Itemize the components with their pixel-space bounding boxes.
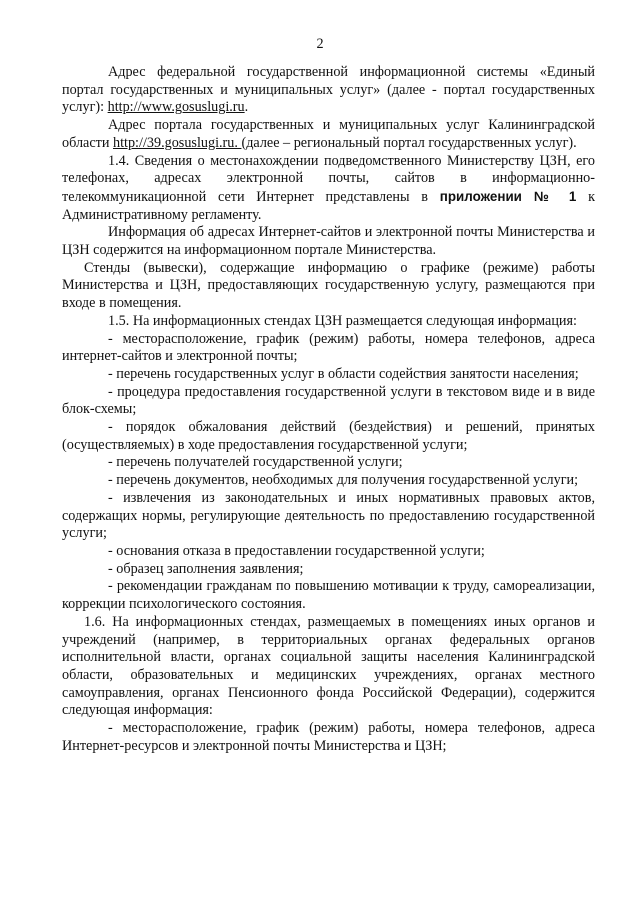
regional-portal-link[interactable]: http://39.gosuslugi.ru.	[112, 134, 242, 151]
portal-address-paragraph	[62, 64, 595, 117]
list-item: - извлечения из законодательных и иных нормативных правовых актов, содержащих нормы, регулирующие деятельность по предоставлению государственной услуги;	[62, 489, 595, 542]
gosuslugi-link[interactable]: http://www.gosuslugi.ru	[107, 99, 245, 116]
paragraph-text: Адрес портала государственных и муниципальных услуг Калининградской области	[62, 117, 595, 151]
list-item: - образец заполнения заявления;	[108, 560, 304, 577]
paragraph-text: (далее – региональный портал государственных услуг).	[241, 134, 577, 151]
websites-info-paragraph: Информация об адресах Интернет-сайтов и электронной почты Министерства и ЦЗН содержится на информационном портале Министерства.	[62, 224, 595, 259]
list-item: - процедура предоставления государственной услуги в текстовом виде и в виде блок-схемы;	[62, 383, 595, 418]
paragraph-text: Адрес федеральной государственной информационной системы «Единый портал государственных и муниципальных услуг» (далее - портал государственных услуг):	[62, 64, 595, 116]
list-item: - перечень государственных услуг в области содействия занятости населения;	[108, 365, 579, 382]
document-body	[62, 64, 595, 755]
list-item: - месторасположение, график (режим) работы, номера телефонов, адреса интернет-сайтов и электронной почты;	[62, 330, 595, 365]
list-item: - перечень получателей государственной услуги;	[108, 454, 403, 471]
section-1-6-paragraph: 1.6. На информационных стендах, размещаемых в помещениях иных органов и учреждений (например, в территориальных органах федеральных органов исполнительной власти, органах социальной защиты населения Калининградской области, образовательных и медицинских учреждениях, органах местного самоуправления, органах Пенсионного фонда Российской Федерации), содержится следующая информация:	[62, 613, 595, 719]
stands-paragraph: Стенды (вывески), содержащие информацию о графике (режиме) работы Министерства и ЦЗН, предоставляющих государственную услугу, размещаются при входе в помещения.	[62, 259, 595, 312]
page-number: 2	[316, 36, 324, 52]
regional-portal-paragraph	[62, 117, 595, 152]
list-item: - месторасположение, график (режим) работы, номера телефонов, адреса Интернет-ресурсов и электронной почты Министерства и ЦЗН;	[62, 720, 595, 754]
list-item: - перечень документов, необходимых для получения государственной услуги;	[108, 472, 579, 489]
paragraph-text: 1.4. Сведения о местонахождении подведомственного Министерству ЦЗН, его телефонах, адресах электронной почты, сайтов в информационно-телекоммуникационной сети Интернет представлены в	[62, 152, 595, 205]
list-item: - основания отказа в предоставлении государственной услуги;	[108, 542, 485, 559]
list-item: - порядок обжалования действий (бездействия) и решений, принятых (осуществляемых) в ходе предоставления государственной услуги;	[62, 419, 595, 453]
list-item: - рекомендации гражданам по повышению мотивации к труду, самореализации, коррекции психологического состояния.	[62, 578, 595, 613]
paragraph-text: к Административному регламенту.	[62, 188, 595, 223]
section-1-4-paragraph	[62, 153, 595, 225]
appendix-reference: приложении № 1	[439, 188, 577, 204]
section-1-5-paragraph: 1.5. На информационных стендах ЦЗН размещается следующая информация:	[108, 312, 577, 329]
paragraph-text: .	[244, 99, 249, 116]
